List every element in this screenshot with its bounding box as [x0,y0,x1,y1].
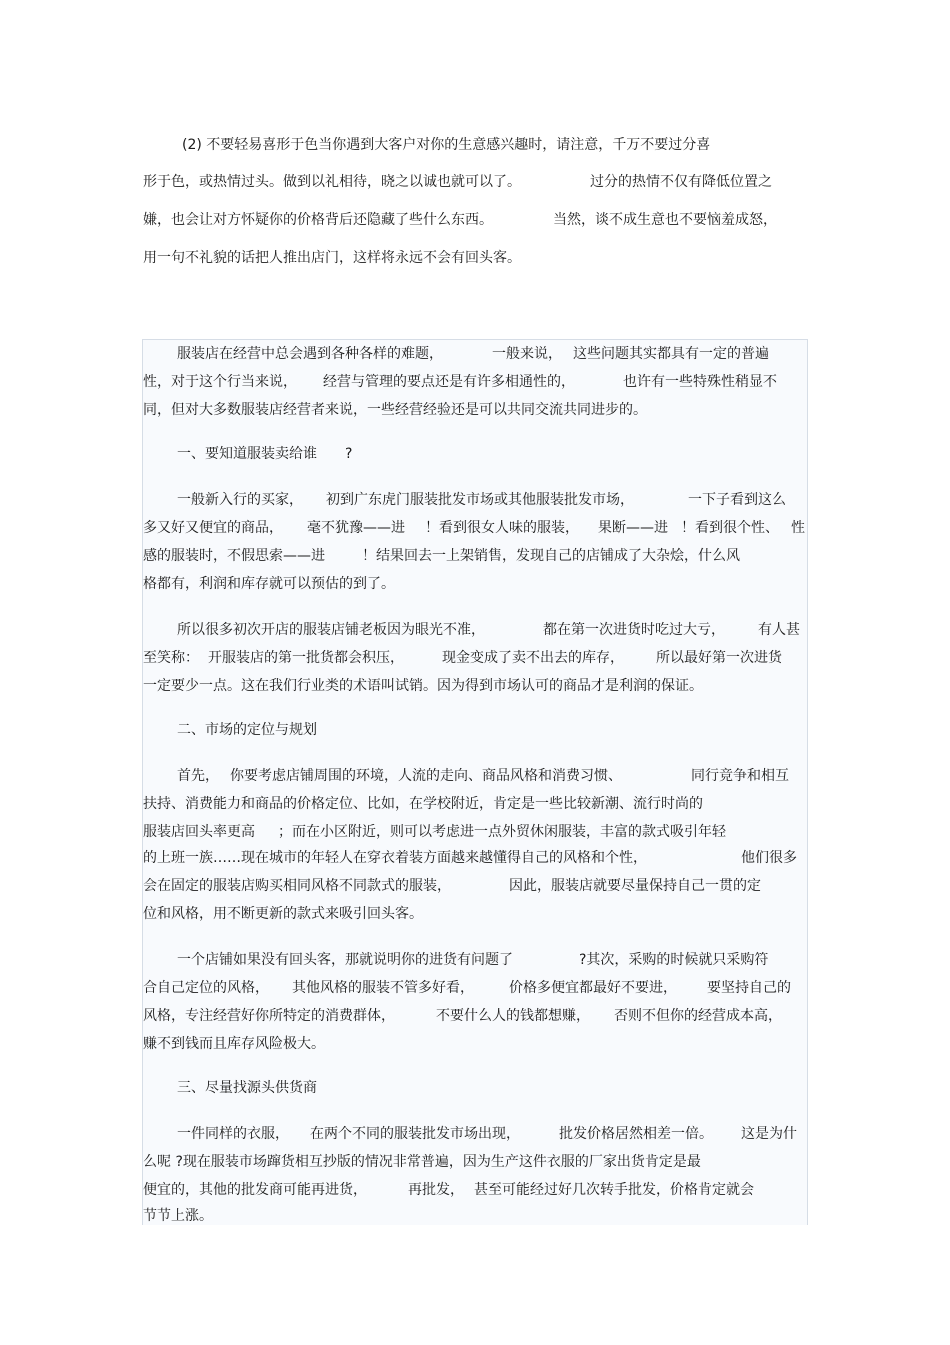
p5-line-3c [614,1007,782,1025]
text: 赚不到钱而且库存风险极大。 [143,1036,325,1052]
text: 一般新入行的买家， [177,492,303,508]
text: 果断——进 [598,520,668,536]
text: 合自己定位的风格， [143,980,269,996]
text: 一般来说， [492,346,562,362]
p5-line-1a [177,951,513,969]
intro-line-3b [553,211,777,229]
p1-line-1b [492,345,562,363]
p6-line-4 [143,1207,213,1225]
heading-text: ? [345,446,353,462]
text: 现金变成了卖不出去的库存， [442,650,624,666]
text: 甚至可能经过好几次转手批发，价格肯定就会 [474,1182,754,1198]
text: 不要什么人的钱都想赚， [436,1008,590,1024]
p2-line-1b [326,491,634,509]
p3-line-2a [143,649,199,667]
heading-text: 二、市场的定位与规划 [177,722,317,738]
p4-line-1c [691,767,789,785]
intro-line-3 [143,211,493,229]
intro-text: 用一句不礼貌的话把人推出店门，这样将永远不会有回头客。 [143,250,521,266]
p3-line-1a [177,621,485,639]
p5-line-2d [707,979,791,997]
text: 所以最好第一次进货 [656,650,782,666]
p2-line-2b [307,519,405,537]
intro-line-2 [143,173,521,191]
text: ！看到很个性、 [681,520,779,536]
text: 一个店铺如果没有回头客，那就说明你的进货有问题了 [177,952,513,968]
p4-line-6 [143,905,423,923]
heading-text: 一、要知道服装卖给谁 [177,446,317,462]
p2-line-2e [681,519,779,537]
heading-1 [177,445,317,463]
p5-line-2c [509,979,677,997]
p4-line-3a [143,823,255,841]
text: 经营与管理的要点还是有许多相通性的， [323,374,575,390]
p6-line-3b [408,1181,464,1199]
p4-line-5a [143,877,451,895]
p6-line-1a [177,1125,289,1143]
text: 有人甚 [758,622,800,638]
p2-line-3b [362,547,740,565]
text: 首先， [177,768,219,784]
text: ！结果回去一上架销售，发现自己的店铺成了大杂烩，什么风 [362,548,740,564]
p3-line-1b [543,621,725,639]
text: 所以很多初次开店的服装店铺老板因为眼光不准， [177,622,485,638]
intro-text: 过分的热情不仅有降低位置之 [590,174,772,190]
text: 一定要少一点。这在我们行业类的术语叫试销。因为得到市场认可的商品才是利润的保证。 [143,678,703,694]
text: 在两个不同的服装批发市场出现， [310,1126,520,1142]
p6-line-3c [474,1181,754,1199]
p2-line-1c [688,491,786,509]
p3-line-1c [758,621,800,639]
p5-line-3a [143,1007,395,1025]
p5-line-4 [143,1035,325,1053]
p4-line-4a [143,849,647,867]
text: 开服装店的第一批货都会积压， [208,650,404,666]
heading-text: 三、尽量找源头供货商 [177,1080,317,1096]
p1-line-3 [143,401,647,419]
p1-line-2a [143,373,297,391]
p2-line-2a [143,519,283,537]
text: 初到广东虎门服装批发市场或其他服装批发市场， [326,492,634,508]
p2-line-1a [177,491,303,509]
text: 这是为什 [741,1126,797,1142]
text: ；而在小区附近，则可以考虑进一点外贸休闲服装，丰富的款式吸引年轻 [278,824,726,840]
p1-line-2b [323,373,575,391]
p2-line-3a [143,547,325,565]
text: 会在固定的服装店购买相同风格不同款式的服装， [143,878,451,894]
text: 节节上涨。 [143,1208,213,1224]
p2-line-2d [598,519,668,537]
p5-line-3b [436,1007,590,1025]
p2-line-2c [425,519,579,537]
text: 价格多便宜都最好不要进， [509,980,677,996]
text: ?其次，采购的时候就只采购符 [579,952,769,968]
p4-line-1a [177,767,219,785]
text: 再批发， [408,1182,464,1198]
p4-line-2 [143,795,703,813]
text: 同行竞争和相互 [691,768,789,784]
intro-line-4 [143,249,521,267]
text: 要坚持自己的 [707,980,791,996]
heading-2 [177,721,317,739]
text: 他们很多 [741,850,797,866]
text: 么呢 ?现在服装市场蹿货相互抄版的情况非常普遍，因为生产这件衣服的厂家出货肯定是最 [143,1154,701,1170]
p6-line-2 [143,1153,701,1171]
intro-text: (2) 不要轻易喜形于色当你遇到大客户对你的生意感兴趣时，请注意，千万不要过分喜 [182,137,711,153]
p3-line-2c [442,649,624,667]
text: 扶持、消费能力和商品的价格定位、比如，在学校附近，肯定是一些比较新潮、流行时尚的 [143,796,703,812]
p1-line-1a [177,345,443,363]
text: 因此，服装店就要尽量保持自己一贯的定 [509,878,761,894]
p2-line-2f [791,519,805,537]
text: 这些问题其实都具有一定的普遍 [573,346,769,362]
text: 便宜的，其他的批发商可能再进货， [143,1182,367,1198]
heading-1-q [345,445,352,463]
text: 服装店回头率更高 [143,824,255,840]
heading-3 [177,1079,317,1097]
text: 一件同样的衣服， [177,1126,289,1142]
p4-line-5b [509,877,761,895]
text: 否则不但你的经营成本高， [614,1008,782,1024]
p6-line-1c [559,1125,713,1143]
p4-line-3b [278,823,726,841]
text: 风格，专注经营好你所特定的消费群体， [143,1008,395,1024]
text: 感的服装时，不假思索——进 [143,548,325,564]
text: 同，但对大多数服装店经营者来说，一些经营经验还是可以共同交流共同进步的。 [143,402,647,418]
p6-line-1b [310,1125,520,1143]
p1-line-2c [623,373,777,391]
text: 位和风格，用不断更新的款式来吸引回头客。 [143,906,423,922]
text: 你要考虑店铺周围的环境，人流的走向、商品风格和消费习惯、 [230,768,622,784]
text: 至笑称： [143,650,199,666]
p6-line-1d [741,1125,797,1143]
p1-line-1c [573,345,769,363]
p4-line-1b [230,767,622,785]
p5-line-1b [579,951,768,969]
p5-line-2b [292,979,474,997]
p2-line-4 [143,575,395,593]
text: 其他风格的服装不管多好看， [292,980,474,996]
text: 也许有一些特殊性稍显不 [623,374,777,390]
intro-text: 当然，谈不成生意也不要恼羞成怒， [553,212,777,228]
p3-line-2d [656,649,782,667]
text: 多又好又便宜的商品， [143,520,283,536]
text: 格都有，利润和库存就可以预估的到了。 [143,576,395,592]
intro-section [0,0,950,300]
p3-line-3 [143,677,703,695]
intro-text: 嫌，也会让对方怀疑你的价格背后还隐藏了些什么东西。 [143,212,493,228]
p6-line-3a [143,1181,367,1199]
text: 都在第一次进货时吃过大亏， [543,622,725,638]
p3-line-2b [208,649,404,667]
text: 毫不犹豫——进 [307,520,405,536]
text: 性 [791,520,805,536]
text: 性，对于这个行当来说， [143,374,297,390]
p4-line-4b [741,849,797,867]
text: 服装店在经营中总会遇到各种各样的难题， [177,346,443,362]
text: 一下子看到这么 [688,492,786,508]
text: 的上班一族……现在城市的年轻人在穿衣着装方面越来越懂得自己的风格和个性， [143,850,647,866]
p5-line-2a [143,979,269,997]
text: ！看到很女人味的服装， [425,520,579,536]
text: 批发价格居然相差一倍。 [559,1126,713,1142]
intro-text: 形于色，或热情过头。做到以礼相待，晓之以诚也就可以了。 [143,174,521,190]
intro-line-1 [182,136,710,154]
intro-line-2b [590,173,772,191]
